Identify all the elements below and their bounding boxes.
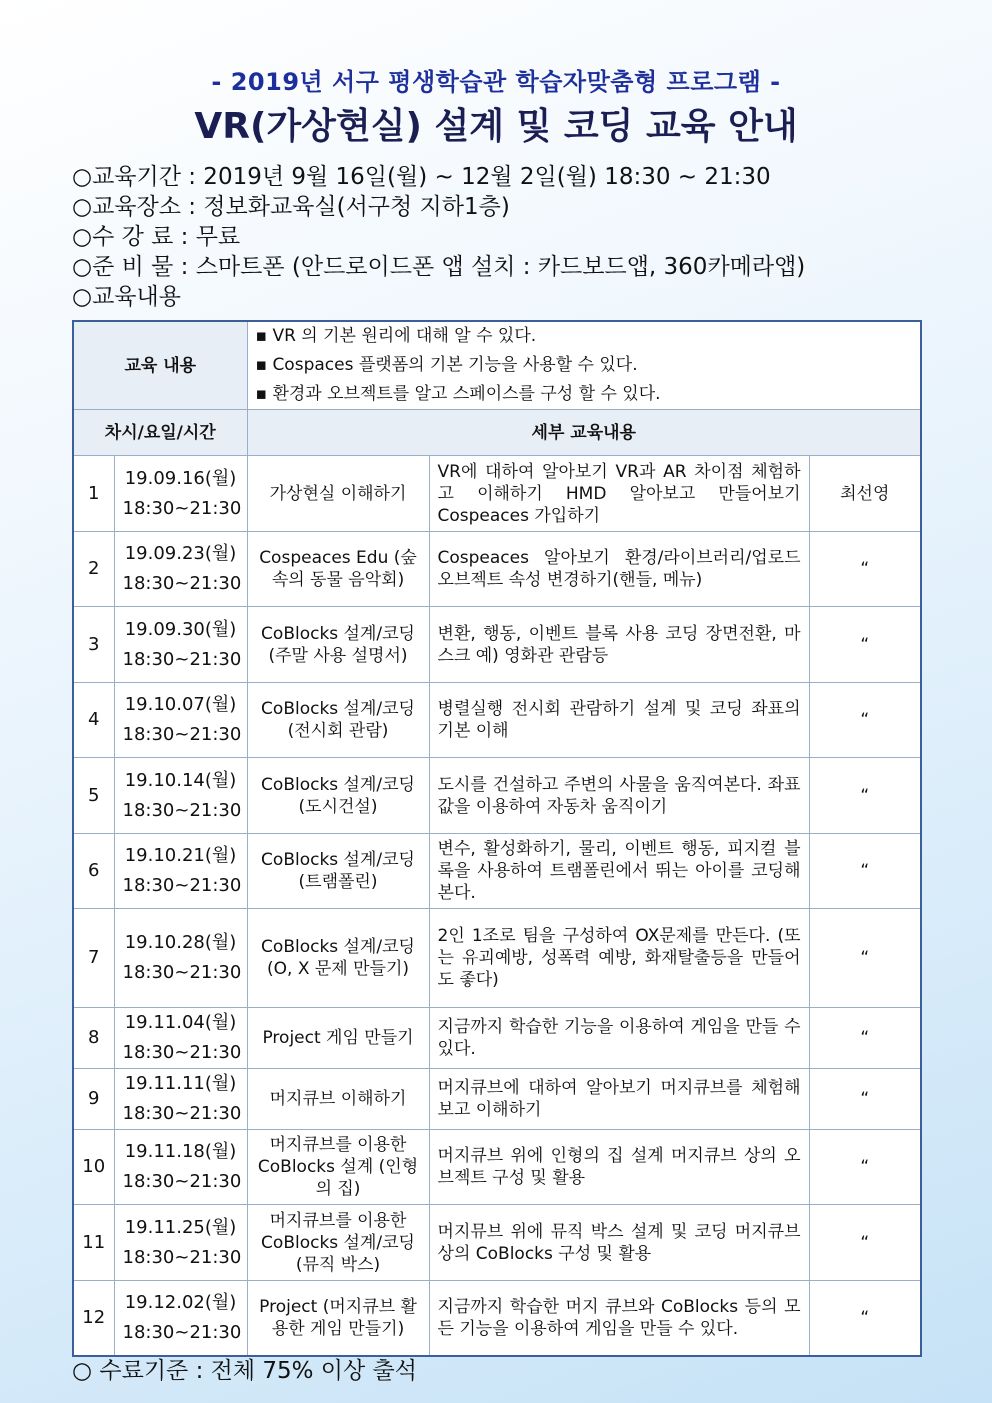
session-day: 19.11.11(월): [124, 1073, 237, 1094]
session-number: 8: [73, 1008, 114, 1069]
session-day: 19.11.25(월): [124, 1216, 237, 1238]
table-row: [73, 1281, 921, 1356]
table-row: [73, 1069, 921, 1130]
session-day: 19.09.30(월): [124, 618, 237, 640]
session-time: 18:30~21:30: [122, 724, 242, 745]
session-day: 19.10.14(월): [124, 769, 237, 791]
session-detail: 머지뮤브 위에 뮤직 박스 설계 및 코딩 머지큐브 상의 CoBlocks 구성 및 활용: [429, 1205, 809, 1281]
session-number: 4: [73, 683, 114, 758]
session-detail: 머지큐브에 대하여 알아보기 머지큐브를 체험해 보고 이해하기: [429, 1069, 809, 1130]
session-topic: CoBlocks 설계/코딩 (주말 사용 설명서): [247, 607, 429, 683]
session-day: 19.12.02(월): [124, 1291, 237, 1313]
goal-item: ▪ VR 의 기본 원리에 대해 알 수 있다.: [255, 326, 537, 346]
session-topic: 머지큐브를 이용한 CoBlocks 설계/코딩 (뮤직 박스): [247, 1205, 429, 1281]
table-row: [73, 758, 921, 834]
session-time: 18:30~21:30: [122, 648, 242, 670]
session-date: [114, 1008, 247, 1069]
goal-item: ▪ 환경과 오브젝트를 알고 스페이스를 구성 할 수 있다.: [255, 384, 661, 404]
session-teacher: “: [809, 834, 921, 909]
session-time: 18:30~21:30: [122, 1246, 242, 1268]
session-detail: 변환, 행동, 이벤트 블록 사용 코딩 장면전환, 마스크 예) 영화관 관람등: [429, 607, 809, 683]
info-section: [72, 162, 805, 312]
session-day: 19.10.28(월): [124, 932, 237, 953]
table-row: [73, 909, 921, 1008]
session-date: [114, 758, 247, 834]
info-fee: ○수 강 료 : 무료: [72, 224, 241, 250]
session-day: 19.11.18(월): [124, 1141, 237, 1162]
session-number: 11: [73, 1205, 114, 1281]
completion-criteria: ○ 수료기준 : 전체 75% 이상 출석: [72, 1358, 417, 1384]
curriculum-table: [72, 320, 922, 1357]
session-topic: CoBlocks 설계/코딩 (전시회 관람): [247, 683, 429, 758]
session-time: 18:30~21:30: [122, 1321, 242, 1343]
table-row: [73, 834, 921, 909]
session-detail: Cospeaces 알아보기 환경/라이브러리/업로드 오브젝트 속성 변경하기(핸들, 메뉴): [429, 532, 809, 607]
session-date: [114, 1069, 247, 1130]
session-teacher: “: [809, 607, 921, 683]
session-time: 18:30~21:30: [122, 1103, 242, 1124]
session-time: 18:30~21:30: [122, 1171, 242, 1192]
session-teacher: “: [809, 758, 921, 834]
goals-row: [73, 321, 921, 410]
session-topic: Project (머지큐브 활용한 게임 만들기): [247, 1281, 429, 1356]
goals-cell: [247, 321, 921, 410]
session-date: [114, 834, 247, 909]
header-row: [73, 410, 921, 456]
info-location: ○교육장소 : 정보화교육실(서구청 지하1층): [72, 194, 510, 220]
table-row: [73, 456, 921, 532]
session-number: 7: [73, 909, 114, 1008]
session-topic: 가상현실 이해하기: [247, 456, 429, 532]
session-date: [114, 532, 247, 607]
table-row: [73, 607, 921, 683]
session-date: [114, 456, 247, 532]
table-row: [73, 1008, 921, 1069]
session-topic: CoBlocks 설계/코딩 (트램폴린): [247, 834, 429, 909]
session-time: 18:30~21:30: [122, 573, 242, 594]
session-detail: 지금까지 학습한 머지 큐브와 CoBlocks 등의 모든 기능을 이용하여 게임을 만들 수 있다.: [429, 1281, 809, 1356]
session-topic: 머지큐브를 이용한CoBlocks 설계 (인형의 집): [247, 1130, 429, 1205]
session-teacher: 최선영: [809, 456, 921, 532]
session-number: 10: [73, 1130, 114, 1205]
session-number: 1: [73, 456, 114, 532]
session-day: 19.09.16(월): [124, 467, 237, 489]
session-date: [114, 909, 247, 1008]
table-row: [73, 1130, 921, 1205]
session-detail: 2인 1조로 팀을 구성하여 OX문제를 만든다. (또는 유괴예방, 성폭력 예방, 화재탈출등을 만들어도 좋다): [429, 909, 809, 1008]
session-date: [114, 1281, 247, 1356]
session-topic: CoBlocks 설계/코딩 (도시건설): [247, 758, 429, 834]
session-date: [114, 683, 247, 758]
session-date: [114, 607, 247, 683]
session-detail: 머지큐브 위에 인형의 집 설계 머지큐브 상의 오브젝트 구성 및 활용: [429, 1130, 809, 1205]
session-teacher: “: [809, 1130, 921, 1205]
session-number: 9: [73, 1069, 114, 1130]
session-detail: 도시를 건설하고 주변의 사물을 움직여본다. 좌표값을 이용하여 자동차 움직이기: [429, 758, 809, 834]
session-teacher: “: [809, 1008, 921, 1069]
session-number: 2: [73, 532, 114, 607]
session-topic: CoBlocks 설계/코딩 (O, X 문제 만들기): [247, 909, 429, 1008]
session-day: 19.11.04(월): [124, 1012, 237, 1033]
session-number: 6: [73, 834, 114, 909]
session-teacher: “: [809, 1069, 921, 1130]
session-time: 18:30~21:30: [122, 799, 242, 821]
session-number: 3: [73, 607, 114, 683]
session-date: [114, 1205, 247, 1281]
subtitle: - 2019년 서구 평생학습관 학습자맞춤형 프로그램 -: [211, 68, 781, 96]
session-day: 19.10.21(월): [124, 845, 237, 866]
session-teacher: “: [809, 909, 921, 1008]
session-day: 19.10.07(월): [124, 694, 237, 715]
session-number: 5: [73, 758, 114, 834]
page-title: VR(가상현실) 설계 및 코딩 교육 안내: [194, 106, 798, 147]
session-time: 18:30~21:30: [122, 875, 242, 896]
table-row: [73, 683, 921, 758]
info-materials: ○준 비 물 : 스마트폰 (안드로이드폰 앱 설치 : 카드보드앱, 360카메라앱): [72, 254, 806, 280]
table-row: [73, 532, 921, 607]
session-day: 19.09.23(월): [124, 543, 237, 564]
info-period: ○교육기간 : 2019년 9월 16일(월) ~ 12월 2일(월) 18:30 ~ 21:30: [72, 164, 771, 190]
session-teacher: “: [809, 1281, 921, 1356]
session-time: 18:30~21:30: [122, 962, 242, 983]
session-time: 18:30~21:30: [122, 1042, 242, 1063]
session-teacher: “: [809, 683, 921, 758]
goals-label: 교육 내용: [73, 321, 247, 410]
session-topic: Cospeaces Edu (숲속의 동물 음악회): [247, 532, 429, 607]
session-detail: VR에 대하여 알아보기 VR과 AR 차이점 체험하고 이해하기 HMD 알아보고 만들어보기 Cospeaces 가입하기: [429, 456, 809, 532]
session-teacher: “: [809, 532, 921, 607]
session-date: [114, 1130, 247, 1205]
session-time: 18:30~21:30: [122, 497, 242, 519]
col-detail-header: 세부 교육내용: [247, 410, 921, 456]
goal-item: ▪ Cospaces 플랫폼의 기본 기능을 사용할 수 있다.: [255, 355, 638, 375]
info-content-label: ○교육내용: [72, 284, 181, 310]
session-topic: 머지큐브 이해하기: [247, 1069, 429, 1130]
session-detail: 지금까지 학습한 기능을 이용하여 게임을 만들 수 있다.: [429, 1008, 809, 1069]
session-detail: 병렬실행 전시회 관람하기 설계 및 코딩 좌표의 기본 이해: [429, 683, 809, 758]
session-teacher: “: [809, 1205, 921, 1281]
col-schedule-header: 차시/요일/시간: [73, 410, 247, 456]
session-topic: Project 게임 만들기: [247, 1008, 429, 1069]
table-row: [73, 1205, 921, 1281]
session-number: 12: [73, 1281, 114, 1356]
session-detail: 변수, 활성화하기, 물리, 이벤트 행동, 피지컬 블록을 사용하여 트램폴린에서 뛰는 아이를 코딩해본다.: [429, 834, 809, 909]
